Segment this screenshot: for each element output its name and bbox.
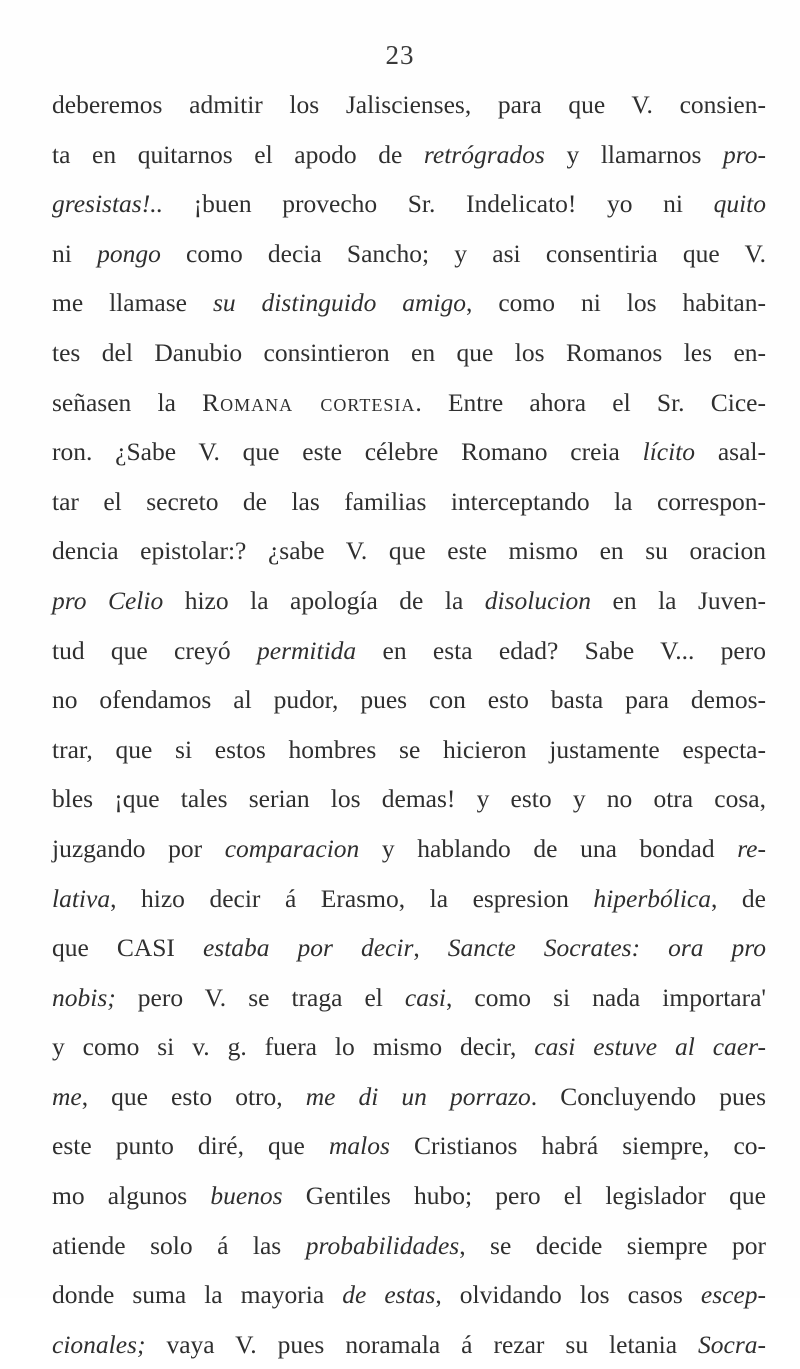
text-line (52, 526, 766, 576)
text-line (52, 278, 766, 328)
text-line (52, 1221, 766, 1271)
italic-text: re- (737, 833, 766, 863)
italic-text: gresistas!.. (52, 189, 163, 219)
text-line (52, 1171, 766, 1221)
text-run: ron. ¿Sabe V. que este célebre Romano creia (52, 437, 643, 467)
italic-text: retrógrados (423, 139, 545, 169)
text-run: señasen la (52, 387, 203, 417)
italic-text: malos (328, 1131, 390, 1161)
text-run: , como si nada importara' (445, 982, 766, 1012)
text-run: Cristianos habrá siempre, co- (389, 1131, 766, 1161)
italic-text: Sancte Socrates: ora pro (447, 933, 766, 963)
text-run: mo algunos (52, 1181, 211, 1211)
text-run: deberemos admitir los Jaliscienses, para que V. consien- (52, 90, 766, 119)
text-run: , (413, 933, 448, 963)
text-line (52, 1270, 766, 1320)
italic-text: de estas (342, 1280, 436, 1310)
text-line (52, 824, 766, 874)
text-line (52, 973, 766, 1023)
page-number: 23 (385, 40, 415, 70)
italic-text: pro- (723, 139, 766, 169)
text-run: , hizo decir á Erasmo, la espresion (110, 883, 594, 913)
italic-text: casi (404, 982, 446, 1012)
text-run: donde suma la mayoria (52, 1280, 343, 1310)
text-run: , de (711, 883, 766, 913)
text-run: en la Juven- (591, 585, 766, 615)
italic-text: comparacion (224, 833, 360, 863)
text-run: este punto diré, que (52, 1131, 329, 1161)
italic-text: me (52, 1081, 82, 1111)
italic-text: su distinguido amigo (212, 288, 467, 318)
text-run: , olvidando los casos (435, 1280, 701, 1310)
italic-text: buenos (210, 1181, 283, 1211)
text-run: hizo la apología de la (163, 585, 485, 615)
italic-text: pongo (97, 238, 161, 268)
text-run: . Concluyendo pues (530, 1081, 766, 1111)
text-run: y como si v. g. fuera lo mismo decir, (52, 1032, 535, 1062)
text-line (52, 1022, 766, 1072)
text-run: ta en quitarnos el apodo de (52, 139, 424, 169)
italic-text: hiperbólica (593, 883, 711, 913)
text-run: ni (52, 238, 98, 268)
text-run: atiende solo á las (52, 1230, 306, 1260)
text-run: juzgando por (52, 833, 225, 863)
text-run: pero V. se traga el (115, 982, 405, 1012)
italic-text: permitida (257, 635, 357, 665)
text-run: me llamase (52, 288, 213, 318)
italic-text: Socra- (698, 1329, 766, 1359)
text-run: , se decide siempre por (459, 1230, 767, 1260)
italic-text: estaba por decir (202, 933, 414, 963)
text-run: tar el secreto de las familias interceptando la correspon- (52, 486, 766, 516)
text-run: vaya V. pues noramala á rezar su letania (145, 1329, 699, 1359)
italic-text: casi estuve al caer- (534, 1032, 766, 1062)
text-run: no ofendamos al pudor, pues con esto basta para demos- (52, 685, 766, 715)
italic-text: probabilidades (305, 1230, 460, 1260)
text-run: tud que creyó (52, 635, 258, 665)
italic-text: escep- (700, 1280, 766, 1310)
text-line (52, 130, 766, 180)
text-run: y llamarnos (544, 139, 724, 169)
text-line (52, 378, 766, 428)
text-run: como decia Sancho; y asi consentiria que V. (160, 238, 766, 268)
text-run: , como ni los habitan- (466, 288, 766, 318)
italic-text: cionales; (52, 1329, 146, 1359)
text-line (52, 229, 766, 279)
text-run: bles ¡que tales serian los demas! y esto y no otra cosa, (52, 784, 766, 814)
text-line (52, 576, 766, 626)
text-line (52, 427, 766, 477)
italic-text: pro Celio (52, 585, 164, 615)
text-line (52, 774, 766, 824)
text-run: en esta edad? Sabe V... pero (356, 635, 766, 665)
text-line (52, 1121, 766, 1171)
text-run: tes del Danubio consintieron en que los Romanos les en- (52, 337, 766, 367)
text-line (52, 1320, 766, 1369)
text-run: , que esto otro, (81, 1081, 306, 1111)
text-line (52, 1072, 766, 1122)
text-line (52, 626, 766, 676)
text-line (52, 80, 766, 130)
italic-text: lativa (52, 883, 111, 913)
text-line (52, 874, 766, 924)
text-line (52, 725, 766, 775)
text-line (52, 923, 766, 973)
text-line (52, 328, 766, 378)
text-line (52, 179, 766, 229)
text-run: Gentiles hubo; pero el legislador que (282, 1181, 766, 1211)
text-run: . Entre ahora el Sr. Cice- (415, 387, 766, 417)
text-run: dencia epistolar:? ¿sabe V. que este mismo en su oracion (52, 536, 766, 566)
body-text (52, 80, 766, 1369)
text-line (52, 675, 766, 725)
text-run: ¡buen provecho Sr. Indelicato! yo ni (162, 189, 714, 219)
text-run: que CASI (52, 933, 203, 963)
small-caps-text: Romana cortesia (202, 387, 416, 417)
text-run: asal- (695, 437, 766, 467)
italic-text: disolucion (484, 585, 592, 615)
text-run: y hablando de una bondad (359, 833, 738, 863)
italic-text: me di un porrazo (305, 1081, 531, 1111)
italic-text: lícito (642, 437, 696, 467)
text-line (52, 477, 766, 527)
italic-text: nobis; (52, 982, 116, 1012)
italic-text: quito (713, 189, 766, 219)
text-run: trar, que si estos hombres se hicieron justamente especta- (52, 734, 766, 764)
